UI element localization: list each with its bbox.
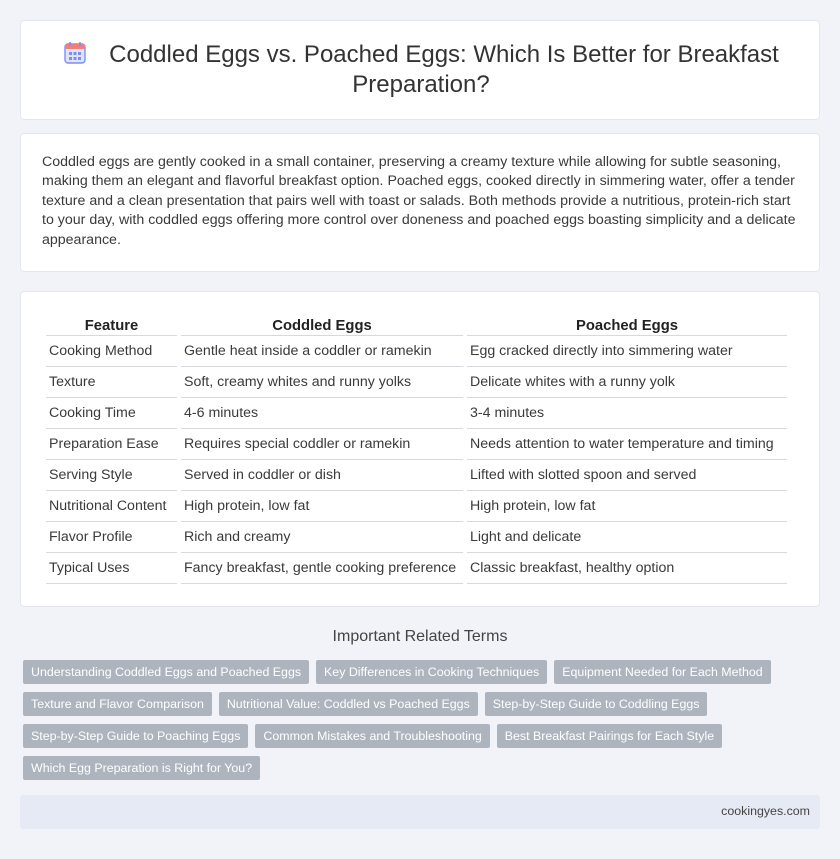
related-terms-list	[23, 660, 823, 788]
table-cell: Needs attention to water temperature and timing	[467, 429, 787, 460]
table-cell: Serving Style	[46, 460, 177, 491]
table-cell: Delicate whites with a runny yolk	[467, 367, 787, 398]
table-cell: Lifted with slotted spoon and served	[467, 460, 787, 491]
table-row	[46, 429, 787, 460]
table-cell: Cooking Method	[46, 336, 177, 367]
term-tag[interactable]: Understanding Coddled Eggs and Poached Eggs	[23, 660, 309, 684]
table-row	[46, 336, 787, 367]
table-row	[46, 367, 787, 398]
header-poached-eggs: Poached Eggs	[467, 314, 787, 336]
table-cell: Fancy breakfast, gentle cooking preference	[181, 553, 463, 584]
table-cell: Flavor Profile	[46, 522, 177, 553]
comparison-table	[42, 314, 791, 584]
table-cell: Light and delicate	[467, 522, 787, 553]
term-tag[interactable]: Equipment Needed for Each Method	[554, 660, 770, 684]
term-tag[interactable]: Common Mistakes and Troubleshooting	[255, 724, 489, 748]
table-cell: Requires special coddler or ramekin	[181, 429, 463, 460]
table-header-row	[46, 314, 787, 336]
table-cell: Rich and creamy	[181, 522, 463, 553]
table-cell: Served in coddler or dish	[181, 460, 463, 491]
header-coddled-eggs: Coddled Eggs	[181, 314, 463, 336]
table-cell: Classic breakfast, healthy option	[467, 553, 787, 584]
table-cell: 3-4 minutes	[467, 398, 787, 429]
related-terms-heading: Important Related Terms	[332, 628, 508, 645]
term-tag[interactable]: Texture and Flavor Comparison	[23, 692, 212, 716]
term-tag[interactable]: Which Egg Preparation is Right for You?	[23, 756, 260, 780]
term-tag[interactable]: Step-by-Step Guide to Poaching Eggs	[23, 724, 248, 748]
intro-card	[20, 133, 820, 272]
table-cell: Egg cracked directly into simmering water	[467, 336, 787, 367]
footer-site-link[interactable]: cookingyes.com	[721, 804, 810, 818]
page-title	[61, 40, 781, 100]
table-cell: Texture	[46, 367, 177, 398]
table-cell: Cooking Time	[46, 398, 177, 429]
calendar-icon	[63, 41, 87, 65]
page-title-text: Coddled Eggs vs. Poached Eggs: Which Is Better for Breakfast Preparation?	[109, 41, 779, 98]
table-row	[46, 491, 787, 522]
intro-paragraph: Coddled eggs are gently cooked in a small container, preserving a creamy texture while allowing for subtle seasoning, making them an elegant and flavorful breakfast option. Poached eggs, cooked directly in simmering water, offer a tender texture and a clean presentation that pairs well with toast or salads. Both methods provide a nutritious, protein-rich start to your day, with coddled eggs offering more control over doneness and poached eggs boasting simplicity and a delicate appearance.	[42, 154, 796, 248]
table-cell: Soft, creamy whites and runny yolks	[181, 367, 463, 398]
table-cell: Nutritional Content	[46, 491, 177, 522]
table-cell: Typical Uses	[46, 553, 177, 584]
table-row	[46, 522, 787, 553]
footer-bar	[20, 795, 820, 829]
term-tag[interactable]: Nutritional Value: Coddled vs Poached Eggs	[219, 692, 478, 716]
term-tag[interactable]: Best Breakfast Pairings for Each Style	[497, 724, 722, 748]
table-cell: Preparation Ease	[46, 429, 177, 460]
table-row	[46, 398, 787, 429]
header-feature: Feature	[46, 314, 177, 336]
term-tag[interactable]: Key Differences in Cooking Techniques	[316, 660, 547, 684]
title-card	[20, 20, 820, 120]
term-tag[interactable]: Step-by-Step Guide to Coddling Eggs	[485, 692, 708, 716]
table-row	[46, 553, 787, 584]
table-cell: High protein, low fat	[467, 491, 787, 522]
table-cell: 4-6 minutes	[181, 398, 463, 429]
table-row	[46, 460, 787, 491]
title-wrap	[61, 21, 781, 119]
table-cell: Gentle heat inside a coddler or ramekin	[181, 336, 463, 367]
table-cell: High protein, low fat	[181, 491, 463, 522]
comparison-card	[20, 291, 820, 607]
